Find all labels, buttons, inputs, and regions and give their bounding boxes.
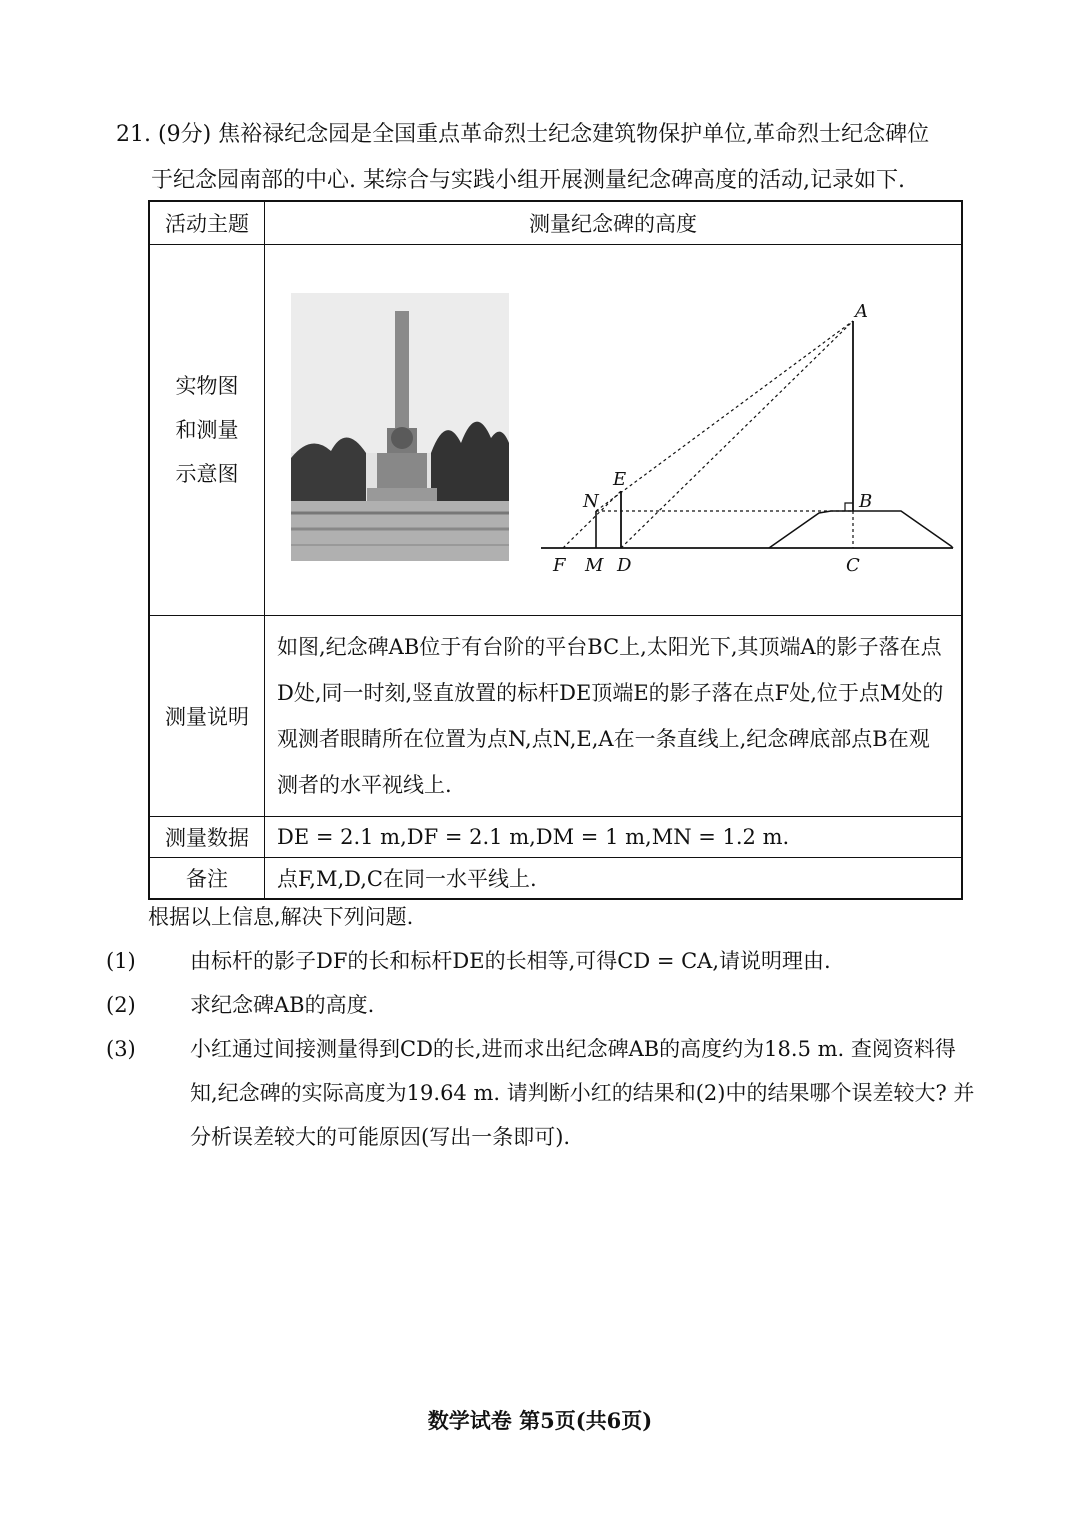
row-label-data: 测量数据 [149, 817, 265, 858]
subquestion-text: 由标杆的影子DF的长和标杆DE的长相等,可得CD = CA,请说明理由. [190, 949, 831, 973]
row-label-explanation: 测量说明 [149, 616, 265, 817]
subquestion-number: (3) [106, 1037, 136, 1061]
label-F: F [553, 555, 566, 576]
question-number: 21. [116, 122, 151, 147]
subquestion-number: (2) [106, 993, 136, 1017]
row-label-figures [149, 245, 265, 616]
table-row [149, 245, 962, 616]
row-content-data: DE = 2.1 m,DF = 2.1 m,DM = 1 m,MN = 1.2 m. [265, 817, 963, 858]
question-intro-line2: 于纪念园南部的中心. 某综合与实践小组开展测量纪念碑高度的活动,记录如下. [151, 168, 905, 193]
label-B: B [859, 491, 873, 512]
question-21-intro [116, 112, 976, 204]
table-row [149, 201, 962, 245]
label-E: E [613, 469, 627, 490]
question-points: (9分) [158, 122, 212, 147]
table-row [149, 817, 962, 858]
subquestion-2 [106, 983, 978, 1027]
table-row [149, 858, 962, 900]
subquestion-3 [106, 1027, 978, 1159]
row-content-explanation: 如图,纪念碑AB位于有台阶的平台BC上,太阳光下,其顶端A的影子落在点D处,同一时刻,竖直放置的标杆DE顶端E的影子落在点F处,位于点M处的观测者眼睛所在位置为点N,点N,E,A在一条直线上,纪念碑底部点B在观测者的水平视线上. [265, 616, 963, 817]
monument-photo [291, 293, 509, 561]
subquestion-text: 求纪念碑AB的高度. [190, 993, 375, 1017]
label-N: N [583, 491, 599, 512]
row-label-theme: 活动主题 [149, 201, 265, 245]
measurement-diagram [541, 283, 961, 583]
subquestion-number: (1) [106, 949, 136, 973]
label-D: D [617, 555, 632, 576]
activity-record-table [148, 200, 963, 900]
figure-label-line: 示意图 [175, 462, 239, 486]
label-M: M [585, 555, 604, 576]
label-A: A [855, 301, 868, 322]
figures-cell [265, 245, 963, 616]
monument-photo-illustration [291, 293, 509, 561]
table-row [149, 616, 962, 817]
page-footer: 数学试卷 第5页(共6页) [427, 1408, 653, 1433]
after-text: 根据以上信息,解决下列问题. [148, 905, 414, 929]
row-label-remark: 备注 [149, 858, 265, 900]
label-C: C [846, 555, 860, 576]
figure-label-line: 实物图 [175, 374, 239, 398]
row-content-remark: 点F,M,D,C在同一水平线上. [265, 858, 963, 900]
row-content-theme: 测量纪念碑的高度 [265, 201, 963, 245]
question-intro-line1: 焦裕禄纪念园是全国重点革命烈士纪念建筑物保护单位,革命烈士纪念碑位 [218, 122, 930, 147]
subquestions-block [106, 895, 978, 1159]
figure-label-line: 和测量 [175, 418, 239, 442]
subquestion-text: 小红通过间接测量得到CD的长,进而求出纪念碑AB的高度约为18.5 m. 查阅资料得知,纪念碑的实际高度为19.64 m. 请判断小红的结果和(2)中的结果哪个误差较大? 并分析误差较大的可能原因(写出一条即可). [190, 1037, 975, 1149]
subquestion-1 [106, 939, 978, 983]
